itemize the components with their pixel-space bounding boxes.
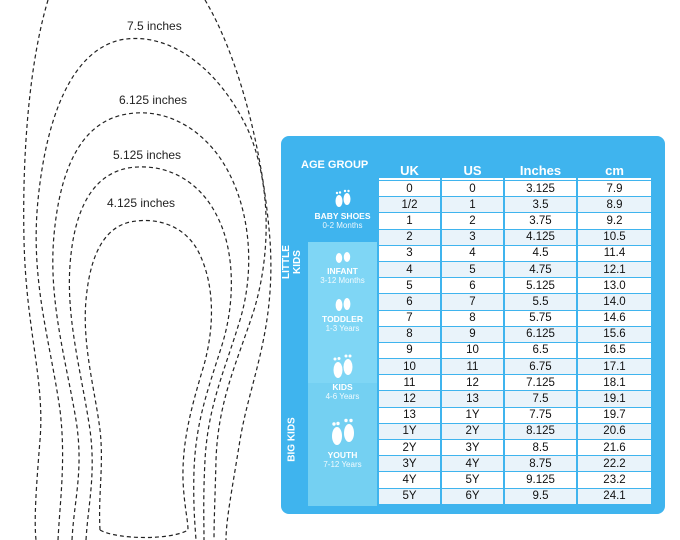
cell-us: 2 — [442, 213, 503, 228]
table-row — [379, 408, 651, 423]
table-row — [379, 246, 651, 261]
cell-inches: 8.5 — [505, 440, 576, 455]
table-body — [379, 181, 651, 504]
cell-cm: 14.6 — [578, 311, 651, 326]
cell-uk: 4 — [379, 262, 440, 277]
age-group-title: AGE GROUP — [301, 159, 369, 171]
cell-inches: 4.125 — [505, 230, 576, 245]
cell-cm: 11.4 — [578, 246, 651, 261]
cell-us: 0 — [442, 181, 503, 196]
table-row — [379, 359, 651, 374]
group-toddler — [308, 294, 377, 333]
cell-us: 10 — [442, 343, 503, 358]
cell-inches: 8.75 — [505, 456, 576, 471]
outline-label-6-125: 6.125 inches — [119, 93, 188, 107]
cell-us: 4 — [442, 246, 503, 261]
cell-uk: 12 — [379, 391, 440, 406]
table-header-row — [379, 163, 651, 180]
table-row — [379, 391, 651, 406]
table-row — [379, 327, 651, 342]
group-age: 0-2 Months — [322, 221, 363, 230]
group-age: 4-6 Years — [325, 392, 360, 401]
cell-uk: 1 — [379, 213, 440, 228]
group-age: 1-3 Years — [325, 324, 360, 333]
cell-uk: 3Y — [379, 456, 440, 471]
cell-uk: 1Y — [379, 424, 440, 439]
table-row — [379, 440, 651, 455]
cell-inches: 5.75 — [505, 311, 576, 326]
size-table — [377, 162, 653, 505]
cell-inches: 6.125 — [505, 327, 576, 342]
group-baby-shoes — [308, 189, 377, 230]
cell-inches: 3.5 — [505, 197, 576, 212]
cell-us: 1Y — [442, 408, 503, 423]
cell-cm: 16.5 — [578, 343, 651, 358]
cell-inches: 6.75 — [505, 359, 576, 374]
group-name: BABY SHOES — [314, 211, 371, 221]
cell-inches: 7.5 — [505, 391, 576, 406]
cell-cm: 24.1 — [578, 489, 651, 504]
feet-icon — [329, 354, 357, 380]
cell-us: 5Y — [442, 472, 503, 487]
feet-icon — [332, 248, 354, 264]
big-kids-label: BIG KIDS — [286, 417, 298, 462]
table-row — [379, 294, 651, 309]
cell-cm: 13.0 — [578, 278, 651, 293]
table-row — [379, 230, 651, 245]
size-chart-panel — [281, 136, 665, 514]
cell-us: 5 — [442, 262, 503, 277]
group-kids — [308, 354, 377, 401]
cell-cm: 15.6 — [578, 327, 651, 342]
table-row — [379, 375, 651, 390]
table-row — [379, 343, 651, 358]
cell-cm: 14.0 — [578, 294, 651, 309]
cell-us: 3 — [442, 230, 503, 245]
column-header-us: US — [442, 163, 503, 180]
cell-cm: 18.1 — [578, 375, 651, 390]
cell-us: 9 — [442, 327, 503, 342]
cell-cm: 19.7 — [578, 408, 651, 423]
outline-label-4-125: 4.125 inches — [107, 196, 176, 210]
cell-uk: 3 — [379, 246, 440, 261]
table-row — [379, 472, 651, 487]
cell-inches: 3.75 — [505, 213, 576, 228]
outline-4-125 — [85, 220, 211, 537]
cell-cm: 20.6 — [578, 424, 651, 439]
cell-us: 8 — [442, 311, 503, 326]
foot-outline-drawing — [0, 0, 280, 540]
column-header-inches: Inches — [505, 163, 576, 180]
cell-us: 2Y — [442, 424, 503, 439]
cell-inches: 3.125 — [505, 181, 576, 196]
cell-uk: 2Y — [379, 440, 440, 455]
cell-cm: 12.1 — [578, 262, 651, 277]
outline-largest — [24, 0, 48, 540]
cell-uk: 9 — [379, 343, 440, 358]
cell-cm: 17.1 — [578, 359, 651, 374]
group-name: YOUTH — [327, 450, 358, 460]
feet-icon — [327, 418, 359, 448]
cell-uk: 7 — [379, 311, 440, 326]
outline-label-5-125: 5.125 inches — [113, 148, 182, 162]
cell-uk: 5Y — [379, 489, 440, 504]
cell-cm: 21.6 — [578, 440, 651, 455]
group-name: TODDLER — [322, 314, 363, 324]
cell-us: 7 — [442, 294, 503, 309]
cell-us: 6Y — [442, 489, 503, 504]
cell-us: 4Y — [442, 456, 503, 471]
cell-us: 1 — [442, 197, 503, 212]
table-row — [379, 311, 651, 326]
group-age: 3-12 Months — [320, 276, 365, 285]
cell-cm: 10.5 — [578, 230, 651, 245]
outline-label-7-5: 7.5 inches — [127, 19, 182, 33]
group-age: 7-12 Years — [323, 460, 362, 469]
cell-uk: 10 — [379, 359, 440, 374]
table-row — [379, 181, 651, 196]
cell-uk: 13 — [379, 408, 440, 423]
cell-uk: 2 — [379, 230, 440, 245]
cell-inches: 8.125 — [505, 424, 576, 439]
cell-uk: 0 — [379, 181, 440, 196]
table-row — [379, 424, 651, 439]
cell-uk: 11 — [379, 375, 440, 390]
cell-inches: 4.75 — [505, 262, 576, 277]
cell-uk: 4Y — [379, 472, 440, 487]
group-infant — [308, 248, 377, 285]
cell-inches: 7.125 — [505, 375, 576, 390]
group-youth — [308, 418, 377, 469]
cell-uk: 1/2 — [379, 197, 440, 212]
cell-us: 12 — [442, 375, 503, 390]
cell-inches: 4.5 — [505, 246, 576, 261]
cell-uk: 6 — [379, 294, 440, 309]
cell-inches: 6.5 — [505, 343, 576, 358]
table-row — [379, 456, 651, 471]
cell-us: 13 — [442, 391, 503, 406]
table-row — [379, 197, 651, 212]
cell-cm: 22.2 — [578, 456, 651, 471]
cell-cm: 8.9 — [578, 197, 651, 212]
column-header-cm: cm — [578, 163, 651, 180]
outline-6-125 — [53, 113, 249, 540]
table-row — [379, 262, 651, 277]
column-header-uk: UK — [379, 163, 440, 180]
cell-cm: 19.1 — [578, 391, 651, 406]
cell-inches: 5.125 — [505, 278, 576, 293]
cell-cm: 23.2 — [578, 472, 651, 487]
cell-us: 3Y — [442, 440, 503, 455]
feet-icon — [332, 294, 354, 312]
cell-inches: 9.5 — [505, 489, 576, 504]
cell-inches: 7.75 — [505, 408, 576, 423]
cell-uk: 5 — [379, 278, 440, 293]
table-row — [379, 489, 651, 504]
cell-cm: 7.9 — [578, 181, 651, 196]
cell-uk: 8 — [379, 327, 440, 342]
cell-us: 11 — [442, 359, 503, 374]
little-kids-label: LITTLE KIDS — [281, 245, 303, 279]
cell-cm: 9.2 — [578, 213, 651, 228]
cell-inches: 5.5 — [505, 294, 576, 309]
cell-inches: 9.125 — [505, 472, 576, 487]
cell-us: 6 — [442, 278, 503, 293]
table-row — [379, 278, 651, 293]
group-name: INFANT — [327, 266, 358, 276]
baby-feet-icon — [332, 189, 354, 209]
outline-largest-right — [205, 0, 271, 540]
table-row — [379, 213, 651, 228]
group-name: KIDS — [332, 382, 353, 392]
